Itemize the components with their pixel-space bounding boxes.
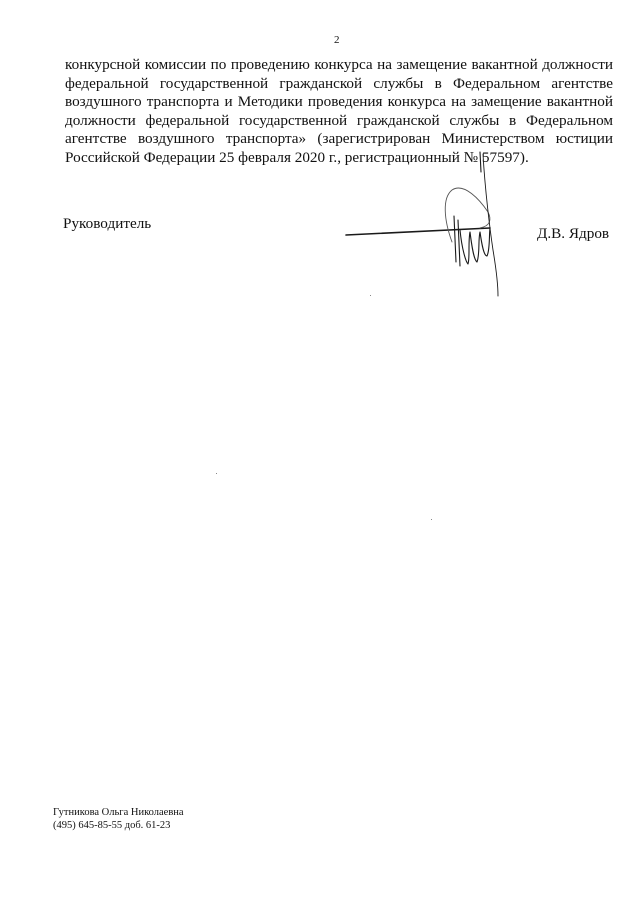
body-line: федеральной государственной гражданской службы в Федеральном агентстве (65, 74, 613, 92)
scan-speck (431, 519, 432, 520)
body-line: агентстве воздушного транспорта» (зарегистрирован Министерством юстиции (65, 130, 613, 148)
signature-icon (340, 150, 520, 300)
body-line: должности федеральной государственной гражданской службы в Федеральном (65, 111, 613, 129)
page-number: 2 (334, 34, 340, 46)
body-line: Российской Федерации 25 февраля 2020 г., регистрационный № 57597). (65, 148, 529, 166)
executor-phone: (495) 645-85-55 доб. 61-23 (53, 820, 171, 831)
position-title: Руководитель (63, 215, 152, 232)
scan-speck (370, 295, 371, 296)
scan-speck (216, 473, 217, 474)
executor-contact (53, 806, 184, 832)
body-line: конкурсной комиссии по проведению конкурса на замещение вакантной должности (65, 56, 613, 73)
signer-name: Д.В. Ядров (537, 225, 610, 242)
body-line: воздушного транспорта и Методики проведения конкурса на замещение вакантной (65, 93, 613, 111)
executor-name: Гутникова Ольга Николаевна (53, 807, 184, 818)
signature-block (0, 0, 640, 320)
